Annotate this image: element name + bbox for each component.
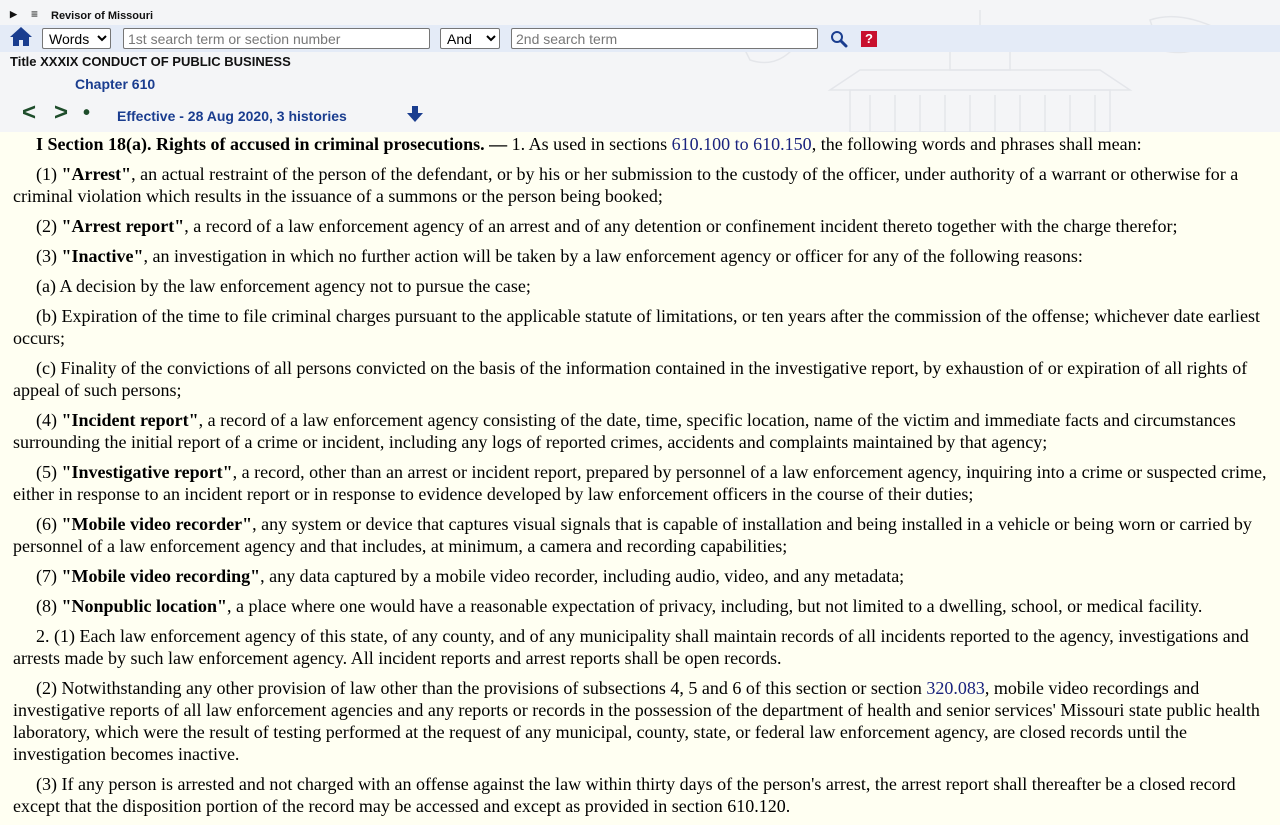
search-operator-select[interactable]	[440, 28, 500, 49]
reason-text: Expiration of the time to file criminal charges pursuant to the applicable statute of limitations, or ten years after the commission of the offense; whichever date earliest occurs;	[13, 306, 1260, 348]
defined-term: "Arrest report"	[61, 216, 185, 236]
subsection-paragraph: 2. (1) Each law enforcement agency of this state, of any county, and of any municipality shall maintain records of all incidents reported to the agency, investigations and arrests made by such law enforcement agency. All incident reports and arrest reports shall be open records.	[13, 626, 1249, 668]
section-range-link[interactable]: 610.100 to 610.150	[671, 134, 812, 154]
reason-text: A decision by the law enforcement agency not to pursue the case;	[59, 276, 531, 296]
reason-text: Finality of the convictions of all persons convicted on the basis of the information contained in the investigative report, by exhaustion of or expiration of all rights of appeal of such persons;	[13, 358, 1248, 400]
item-number: (2)	[36, 216, 57, 236]
chapter-link[interactable]: Chapter 610	[75, 76, 156, 92]
next-section-button[interactable]: >	[54, 99, 69, 126]
arrow-down-icon[interactable]	[406, 105, 424, 123]
item-number: (b)	[36, 306, 57, 326]
defined-term: "Mobile video recording"	[61, 566, 261, 586]
reason-item	[13, 305, 1268, 349]
subsection-paragraph	[13, 677, 1268, 765]
defined-term: "Inactive"	[61, 246, 144, 266]
site-name: Revisor of Missouri	[51, 10, 154, 22]
definition-item	[13, 245, 1268, 267]
effective-date-link[interactable]: Effective - 28 Aug 2020, 3 histories	[117, 108, 347, 124]
definition-text: , an investigation in which no further action will be taken by a law enforcement agency or officer for any of the following reasons:	[143, 246, 1083, 266]
subsection-text: (2) Notwithstanding any other provision of law other than the provisions of subsections 4, 5 and 6 of this section or section	[36, 678, 927, 698]
definition-item	[13, 595, 1268, 617]
section-heading: I Section 18(a). Rights of accused in criminal prosecutions. —	[36, 134, 508, 154]
definition-item	[13, 513, 1268, 557]
definition-item	[13, 565, 1268, 587]
search-bar	[0, 25, 1280, 52]
definition-item	[13, 215, 1268, 237]
second-search-term-input[interactable]	[511, 28, 818, 49]
item-number: (4)	[36, 410, 57, 430]
definition-item	[13, 163, 1268, 207]
definition-text: , any system or device that captures visual signals that is capable of installation and being installed in a vehicle or being worn or carried by personnel of a law enforcement agency and that includes, at minimum, a camera and recording capabilities;	[13, 514, 1252, 556]
reason-item	[13, 357, 1268, 401]
subsection-paragraph: (3) If any person is arrested and not charged with an offense against the law within thirty days of the person's arrest, the arrest report shall thereafter be a closed record except that the disposition portion of the record may be accessed and except as provided in section 610.120.	[13, 774, 1236, 816]
item-number: (7)	[36, 566, 57, 586]
home-icon[interactable]	[9, 25, 33, 47]
defined-term: "Investigative report"	[61, 462, 233, 482]
item-number: (1)	[36, 164, 57, 184]
definition-text: , a record of a law enforcement agency consisting of the date, time, specific location, name of the victim and immediate facts and circumstances surrounding the initial report of a crime or incident, including any logs of reported crimes, accidents and complaints maintained by that agency;	[13, 410, 1236, 452]
item-number: (5)	[36, 462, 57, 482]
intro-text: 1. As used in sections	[507, 134, 672, 154]
search-icon[interactable]	[830, 30, 848, 48]
section-list-button[interactable]: •	[83, 102, 91, 124]
first-search-term-input[interactable]	[123, 28, 430, 49]
definition-text: , a record, other than an arrest or incident report, prepared by personnel of a law enforcement agency, inquiring into a crime or suspected crime, either in response to an incident report or in response to evidence developed by law enforcement officers in the course of their duties;	[13, 462, 1267, 504]
defined-term: "Mobile video recorder"	[61, 514, 253, 534]
defined-term: "Nonpublic location"	[61, 596, 228, 616]
expand-triangle-icon[interactable]: ▶	[10, 9, 17, 19]
defined-term: "Incident report"	[61, 410, 199, 430]
item-number: (c)	[36, 358, 56, 378]
reason-item	[13, 275, 1268, 297]
search-mode-select[interactable]	[42, 28, 111, 49]
item-number: (a)	[36, 276, 56, 296]
item-number: (6)	[36, 514, 57, 534]
definition-text: , a record of a law enforcement agency of an arrest and of any detention or confinement incident thereto together with the charge therefor;	[184, 216, 1178, 236]
previous-section-button[interactable]: <	[22, 99, 37, 126]
page-header	[0, 0, 1280, 132]
definition-item	[13, 461, 1268, 505]
item-number: (3)	[36, 246, 57, 266]
title-heading: Title XXXIX CONDUCT OF PUBLIC BUSINESS	[10, 54, 291, 69]
help-icon[interactable]: ?	[861, 31, 877, 47]
intro-text-end: , the following words and phrases shall mean:	[811, 134, 1142, 154]
section-intro	[13, 133, 1268, 155]
top-bar	[0, 6, 1280, 24]
menu-icon[interactable]: ≡	[31, 7, 39, 21]
definition-text: , any data captured by a mobile video recorder, including audio, video, and any metadata;	[260, 566, 905, 586]
definition-text: , a place where one would have a reasonable expectation of privacy, including, but not limited to a dwelling, school, or medical facility.	[227, 596, 1203, 616]
defined-term: "Arrest"	[61, 164, 132, 184]
subsection-text-end: , mobile video recordings and investigative reports of all law enforcement agencies and any reports or records in the possession of the department of health and senior services' Missouri state public health laboratory, which were the result of testing performed at the request of any municipal, county, state, or federal law enforcement agency, are closed records until the investigation becomes inactive.	[13, 678, 1260, 764]
section-320-083-link[interactable]: 320.083	[926, 678, 985, 698]
statute-text	[13, 133, 1268, 825]
definition-item	[13, 409, 1268, 453]
definition-text: , an actual restraint of the person of the defendant, or by his or her submission to the custody of the officer, under authority of a warrant or otherwise for a criminal violation which results in the issuance of a summons or the person being booked;	[13, 164, 1239, 206]
item-number: (8)	[36, 596, 57, 616]
